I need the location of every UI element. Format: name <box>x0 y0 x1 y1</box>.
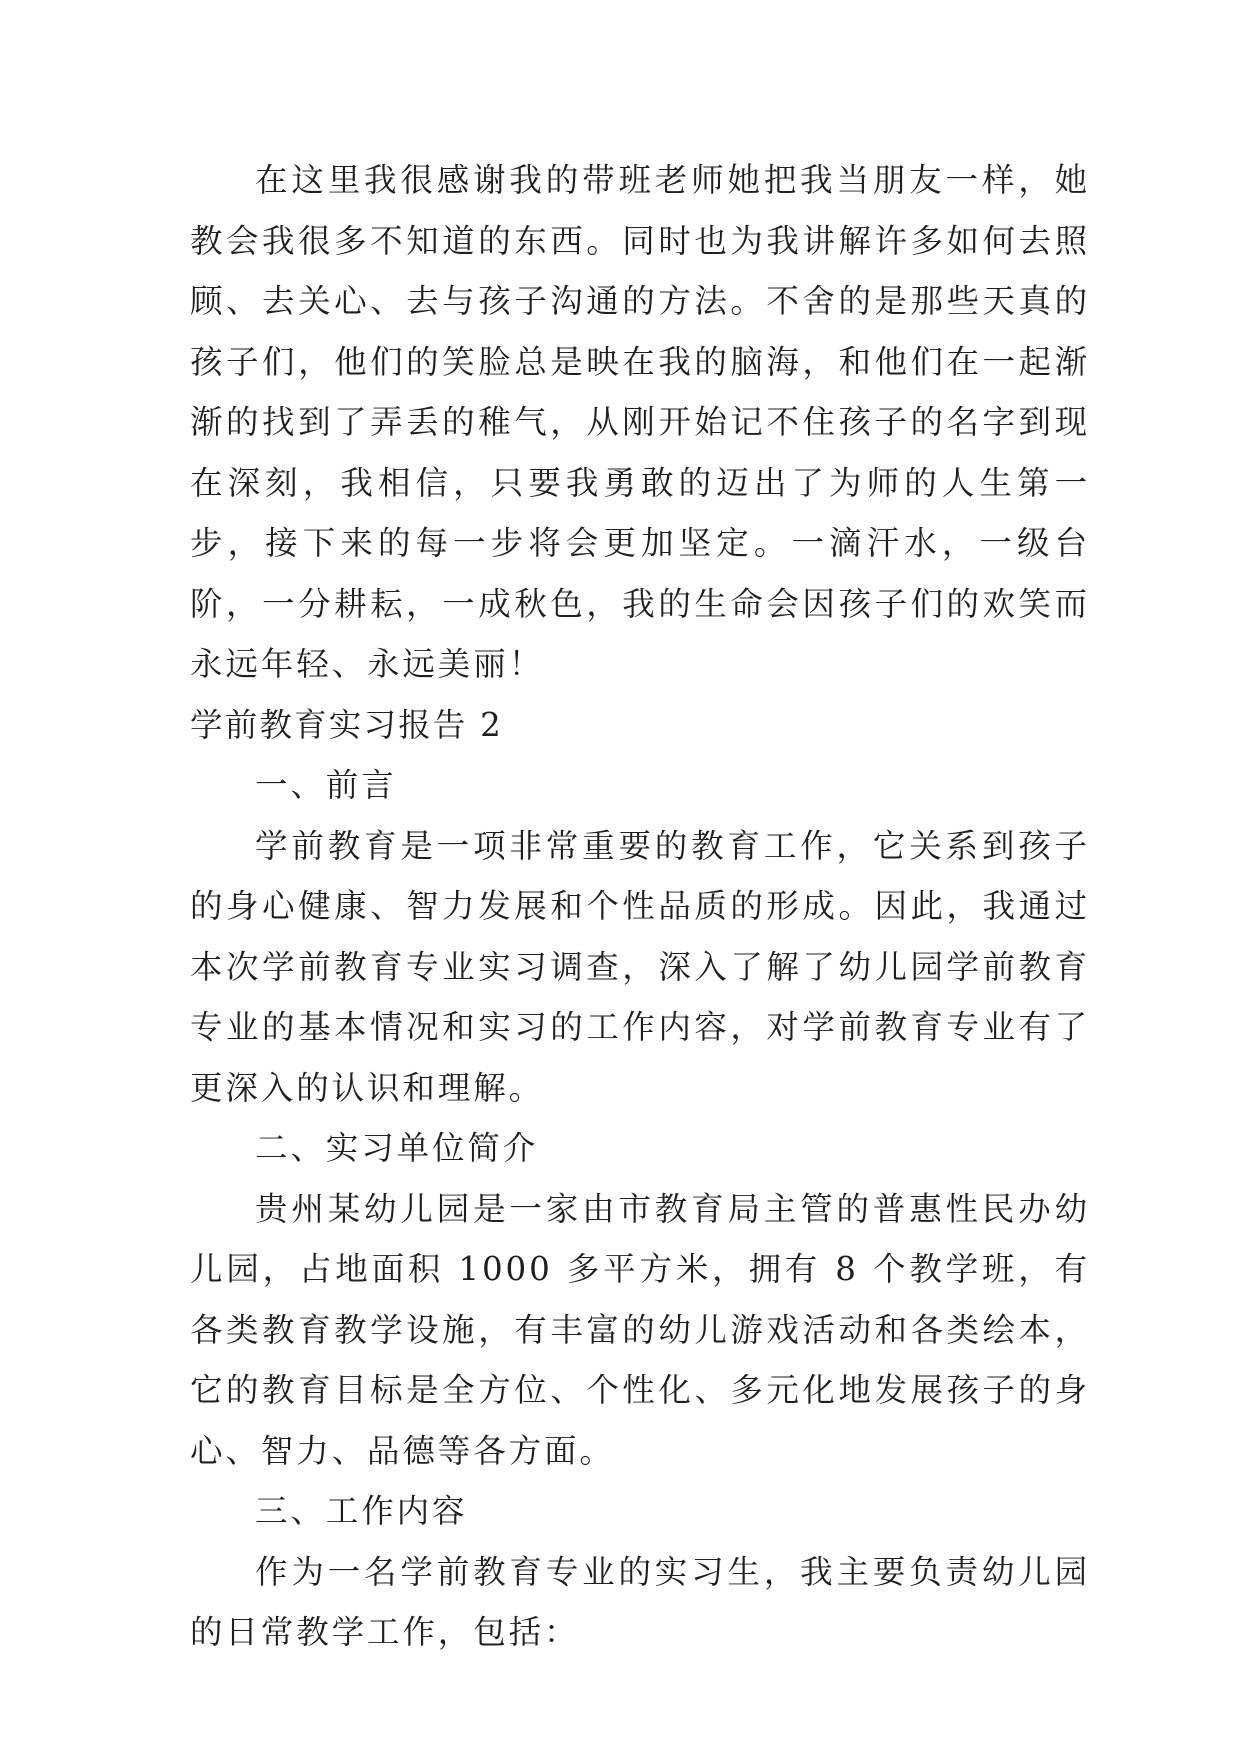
report-title: 学前教育实习报告 2 <box>190 705 504 744</box>
intro-paragraph: 在这里我很感谢我的带班老师她把我当朋友一样，她教会我很多不知道的东西。同时也为我讲解许多如何去照顾、去关心、去与孩子沟通的方法。不舍的是那些天真的孩子们，他们的笑脸总是映在我的脑海，和他们在一起渐渐的找到了弄丢的稚气，从刚开始记不住孩子的名字到现在深刻，我相信，只要我勇敢的迈出了为师的人生第一步，接下来的每一步将会更加坚定。一滴汗水，一级台阶，一分耕耘，一成秋色，我的生命会因孩子们的欢笑而永远年轻、永远美丽！ <box>190 161 1090 683</box>
section-body-preface: 学前教育是一项非常重要的教育工作，它关系到孩子的身心健康、智力发展和个性品质的形成。因此，我通过本次学前教育专业实习调查，深入了解了幼儿园学前教育专业的基本情况和实习的工作内容，对学前教育专业有了更深入的认识和理解。 <box>190 826 1090 1107</box>
section-heading-preface: 一、前言 <box>255 766 397 804</box>
section-body-unit-intro: 贵州某幼儿园是一家由市教育局主管的普惠性民办幼儿园，占地面积 1000 多平方米，拥有 8 个教学班，有各类教育教学设施，有丰富的幼儿游戏活动和各类绘本，它的教育目标是全方位、个性化、多元化地发展孩子的身心、智力、品德等各方面。 <box>190 1189 1090 1470</box>
section-heading-unit-intro: 二、实习单位简介 <box>255 1129 539 1167</box>
section-body-work-content: 作为一名学前教育专业的实习生，我主要负责幼儿园的日常教学工作，包括： <box>190 1552 1090 1651</box>
document-page <box>190 150 1090 1663</box>
section-heading-work-content: 三、工作内容 <box>255 1492 468 1530</box>
